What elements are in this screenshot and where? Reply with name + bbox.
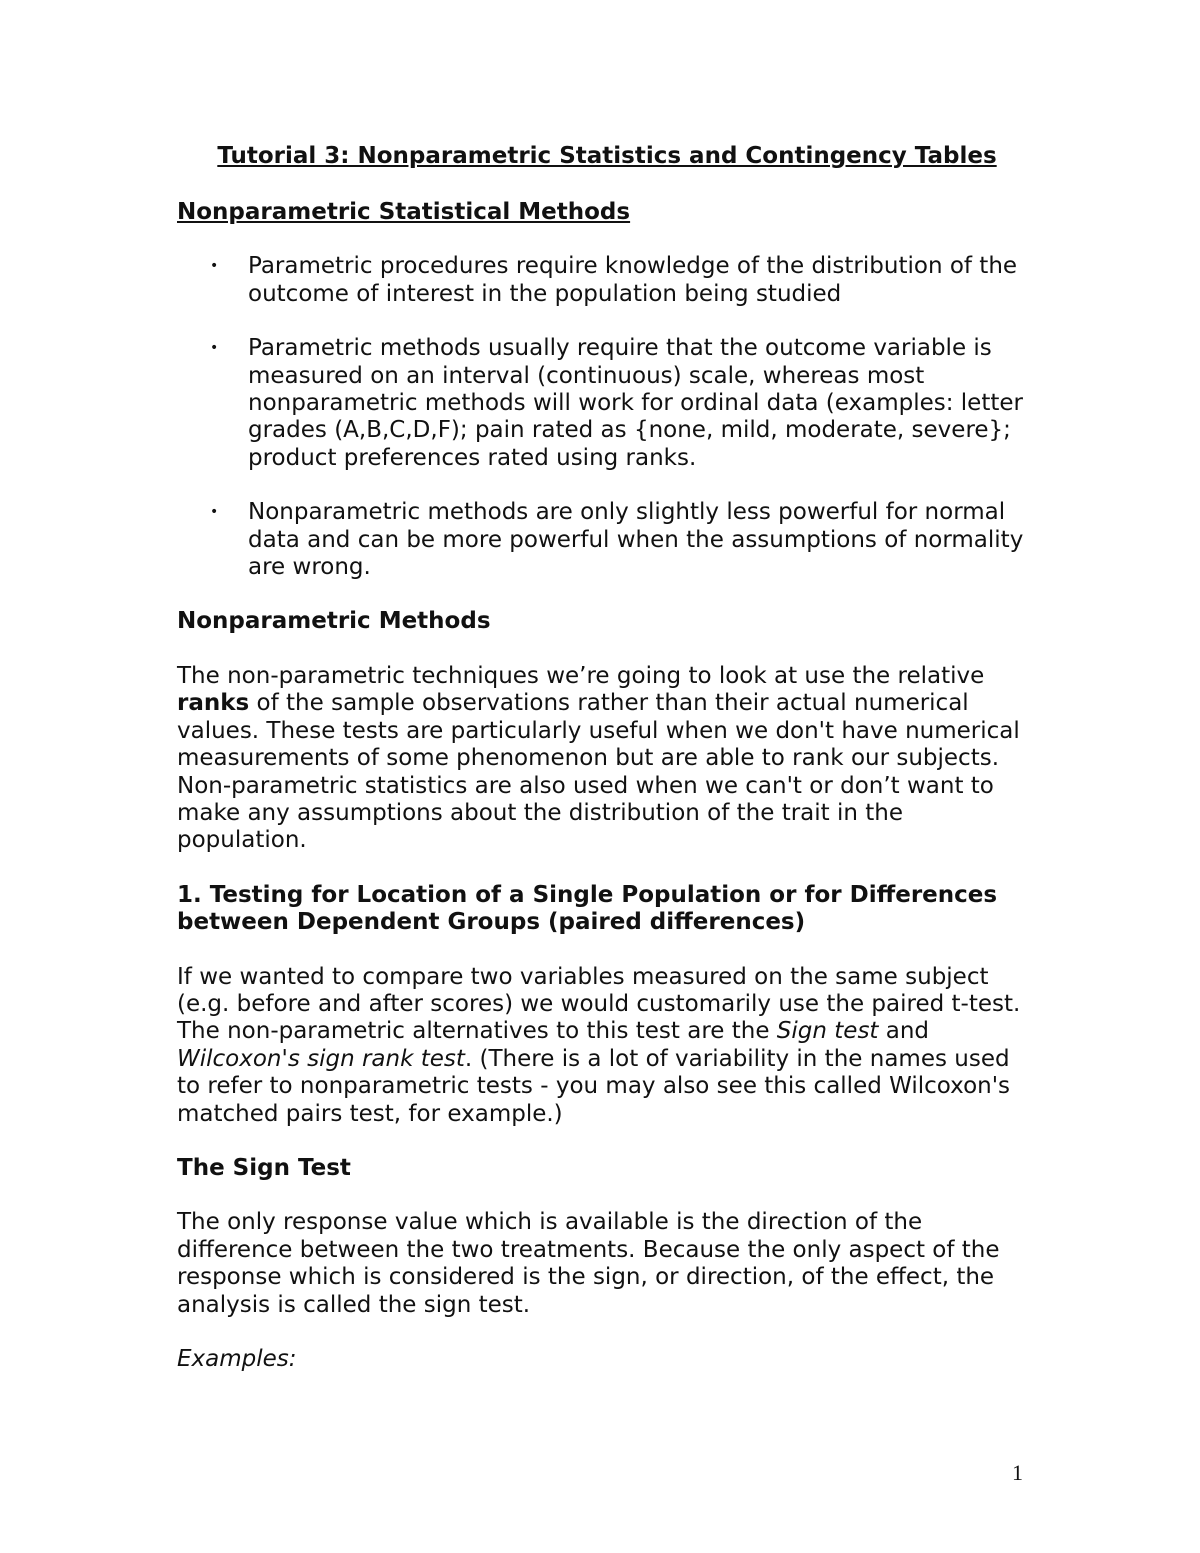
italic-term: Sign test	[776, 1018, 879, 1045]
italic-term: Wilcoxon's sign rank test	[177, 1045, 465, 1072]
section-heading-nonparametric-methods: Nonparametric Methods	[177, 608, 491, 635]
bullet-icon: •	[210, 340, 219, 357]
examples-label: Examples:	[177, 1346, 297, 1372]
bullet-item	[177, 253, 1037, 308]
section-heading-nonparametric-statistical-methods: Nonparametric Statistical Methods	[177, 199, 631, 225]
paragraph-paired-tests	[177, 964, 1037, 1128]
bullet-text: Nonparametric methods are only slightly less powerful for normal data and can be more powerful when the assumptions of normality are wrong.	[248, 499, 1024, 581]
bullet-item	[177, 499, 1037, 581]
bullet-text: Parametric procedures require knowledge of the distribution of the outcome of interest in the population being studied	[248, 253, 1018, 307]
document-page	[177, 140, 1037, 1373]
bullet-list	[177, 253, 1037, 581]
text-run: The non-parametric techniques we’re going to look at use the relative	[177, 662, 985, 689]
text-run: If we wanted to compare two variables measured on the same subject (e.g. before and after scores) we would customarily use the paired t-test. The non-parametric alternatives to this test are the	[177, 963, 1021, 1045]
bold-term: ranks	[177, 690, 250, 717]
bullet-icon: •	[210, 504, 219, 521]
text-run: . (There is a lot of variability in the names used to refer to nonparametric tests - you may also see this called Wilcoxon's matched pairs test, for example.)	[177, 1045, 1011, 1127]
document-title: Tutorial 3: Nonparametric Statistics and Contingency Tables	[217, 143, 997, 169]
paragraph-ranks	[177, 663, 1037, 855]
section-heading-testing-location: 1. Testing for Location of a Single Population or for Differences between Dependent Groups (paired differences)	[177, 881, 998, 936]
text-run: and	[878, 1018, 930, 1045]
bullet-item	[177, 335, 1037, 472]
paragraph-sign-test: The only response value which is available is the direction of the difference between the two treatments. Because the only aspect of the response which is considered is the sign, or direction, of the effect, the analysis is called the sign test.	[177, 1209, 1000, 1318]
bullet-text: Parametric methods usually require that the outcome variable is measured on an interval (continuous) scale, whereas most nonparametric methods will work for ordinal data (examples: letter grades (A,B,C,D,F); pain rated as {none, mild, moderate, severe}; product preferences rated using ranks.	[248, 335, 1023, 471]
bullet-icon: •	[210, 258, 219, 275]
section-heading-sign-test: The Sign Test	[177, 1154, 351, 1181]
page-number: 1	[1012, 1460, 1023, 1485]
text-run: of the sample observations rather than their actual numerical values. These tests are particularly useful when we don't have numerical measurements of some phenomenon but are able to rank our subjects. Non-parametric statistics are also used when we can't or don’t want to make any assumptions about the distribution of the trait in the population.	[177, 690, 1020, 854]
